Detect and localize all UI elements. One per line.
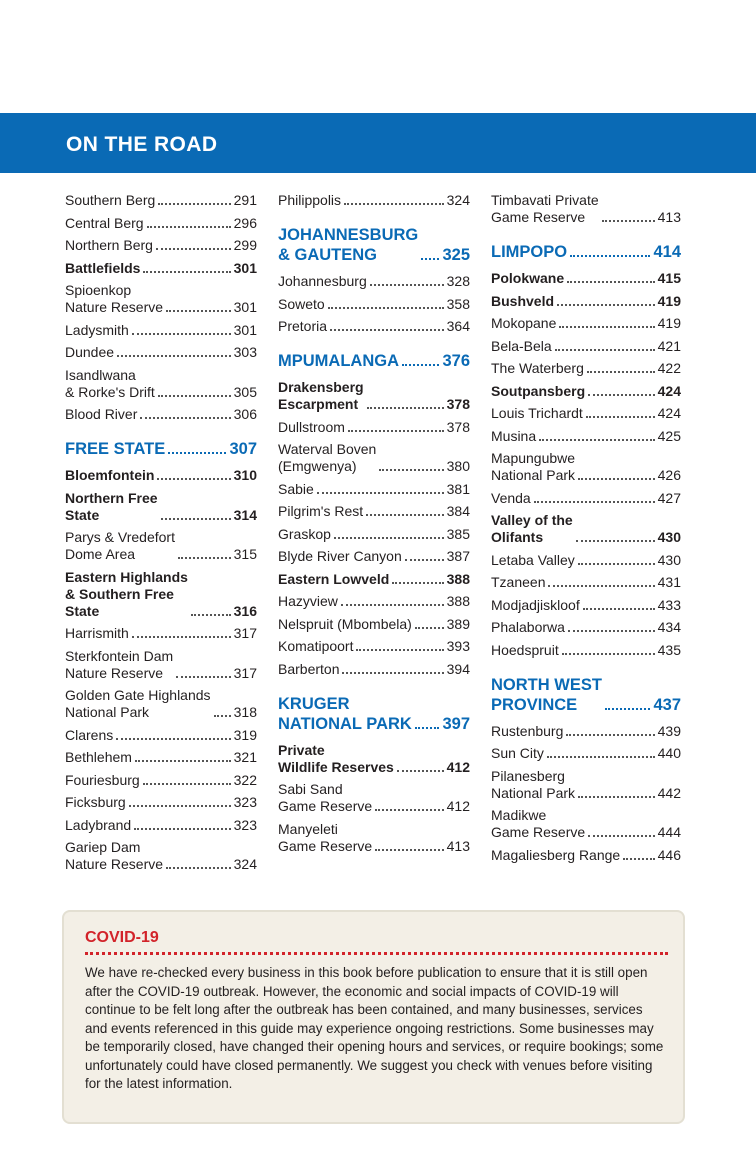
toc-entry (65, 625, 257, 642)
toc-entry (65, 529, 257, 563)
dot-leader (317, 492, 444, 494)
toc-entry (278, 526, 470, 543)
toc-entry (65, 406, 257, 423)
toc-column-1 (65, 192, 257, 879)
entry-name: Modjadjiskloof (491, 596, 580, 613)
region-name: KRUGER NATIONAL PARK (278, 694, 412, 733)
dot-leader (356, 649, 443, 651)
toc-entry (278, 419, 470, 436)
page-number: 421 (657, 337, 681, 354)
dot-leader (567, 281, 655, 283)
page-number: 314 (233, 506, 257, 523)
page-number: 425 (657, 427, 681, 444)
dot-leader (341, 604, 444, 606)
page-number: 299 (233, 237, 257, 253)
page-number: 303 (233, 344, 257, 360)
entry-name: Spioenkop Nature Reserve (65, 282, 164, 315)
dot-leader (375, 809, 443, 811)
entry-name: Bloemfontein (65, 467, 155, 483)
dot-leader (334, 537, 444, 539)
dot-leader (178, 557, 231, 559)
page-number: 317 (233, 625, 257, 641)
entry-name: Northern Free State (65, 489, 158, 523)
page-number: 430 (657, 551, 681, 568)
entry-name: Mapungubwe National Park (491, 450, 576, 483)
page-number: 446 (657, 846, 681, 863)
toc-entry (491, 619, 681, 636)
toc-entry (491, 270, 681, 287)
dot-leader (605, 708, 651, 710)
entry-name: Hoedspruit (491, 641, 559, 658)
dot-leader (548, 585, 654, 587)
page-number: 434 (657, 619, 681, 635)
page-number: 306 (233, 406, 257, 422)
dot-leader (344, 203, 444, 205)
toc-entry (65, 367, 257, 401)
dot-leader (134, 828, 230, 830)
page-number: 397 (442, 714, 470, 733)
toc-entry (65, 490, 257, 524)
entry-name: Northern Berg (65, 237, 153, 253)
toc-entry (491, 642, 681, 659)
entry-name: Valley of the Olifants (491, 512, 573, 545)
dot-leader (191, 614, 231, 616)
region-name: MPUMALANGA (278, 352, 399, 370)
entry-name: Dundee (65, 344, 115, 360)
page-number: 328 (446, 273, 470, 289)
region-name: FREE STATE (65, 440, 166, 458)
page-number: 442 (657, 784, 681, 801)
entry-name: Sabi Sand Game Reserve (278, 781, 373, 814)
toc-region-heading (491, 242, 681, 262)
toc-entry (491, 192, 681, 226)
entry-name: Pilanesberg National Park (491, 767, 576, 801)
dot-leader (214, 715, 231, 717)
dot-leader (578, 796, 655, 798)
dot-leader (166, 310, 231, 312)
toc-entry (65, 215, 257, 232)
entry-name: Graskop (278, 525, 331, 542)
page-number: 393 (446, 638, 470, 654)
page-number: 358 (446, 295, 470, 312)
entry-name: Mokopane (491, 315, 557, 331)
page-number: 324 (446, 192, 470, 208)
page-number: 319 (233, 726, 257, 743)
entry-name: Magaliesberg Range (491, 846, 621, 863)
toc-entry (491, 768, 681, 802)
page-number: 291 (233, 192, 257, 208)
dot-leader (570, 255, 650, 257)
region-name: NORTH WEST PROVINCE (491, 675, 602, 714)
entry-name: Battlefields (65, 259, 141, 276)
entry-name: Eastern Lowveld (278, 570, 390, 587)
toc-entry (491, 383, 681, 400)
dot-leader (176, 676, 230, 678)
page-number: 376 (442, 352, 470, 370)
dot-leader (583, 608, 655, 610)
toc-entry (278, 638, 470, 655)
entry-name: Hazyview (278, 593, 338, 609)
dot-leader (132, 636, 231, 638)
page-number: 307 (229, 440, 257, 458)
page-number: 413 (446, 837, 470, 854)
dot-leader (140, 417, 230, 419)
entry-name: Barberton (278, 660, 340, 677)
dot-leader (116, 738, 230, 740)
page-number: 424 (657, 405, 681, 421)
page-number: 437 (653, 695, 681, 714)
dot-leader (588, 835, 654, 837)
page-number: 424 (657, 382, 681, 399)
toc-entry (278, 318, 470, 335)
toc-entry (65, 260, 257, 277)
toc-entry (278, 192, 470, 209)
toc-entry (278, 441, 470, 475)
entry-name: Nelspruit (Mbombela) (278, 615, 412, 632)
entry-name: Eastern Highlands & Southern Free State (65, 568, 188, 619)
toc-entry (278, 821, 470, 855)
toc-entry (65, 794, 257, 811)
page-number: 412 (446, 758, 470, 775)
dot-leader (147, 226, 231, 228)
toc-entry (278, 296, 470, 313)
page-number: 439 (657, 722, 681, 739)
toc-entry (65, 687, 257, 721)
dot-leader (587, 371, 655, 373)
entry-name: Soweto (278, 295, 325, 312)
entry-name: Manyeleti Game Reserve (278, 820, 373, 854)
dot-leader (132, 333, 231, 335)
toc-entry (65, 817, 257, 834)
toc-entry (278, 379, 470, 413)
page-number: 364 (446, 318, 470, 334)
page-number: 387 (446, 548, 470, 564)
entry-name: Ladybrand (65, 816, 132, 833)
entry-name: Sabie (278, 480, 314, 497)
page-number: 381 (446, 480, 470, 497)
covid-notice-text: We have re-checked every business in this book before publication to ensure that it is still open after the COVID-19 outbreak. However, the economic and social impacts of COVID-19 will continue to be felt long after the outbreak has been contained, and many businesses, services and events referenced in this guide may experience ongoing restrictions. Some businesses may be temporarily closed, have changed their opening hours and services, or require bookings; some unfortunately could have closed permanently. We suggest you check with venues before visiting for the latest information. (85, 965, 664, 1091)
page-number: 419 (657, 292, 681, 309)
entry-name: Dullstroom (278, 418, 345, 435)
page-number: 394 (446, 660, 470, 677)
page-number: 426 (657, 467, 681, 483)
toc-region-heading (65, 439, 257, 459)
page-number: 414 (653, 243, 681, 261)
toc-entry (491, 807, 681, 841)
page-title: ON THE ROAD (66, 133, 218, 156)
dot-leader (367, 407, 444, 409)
page-number: 316 (233, 602, 257, 619)
toc-column-3 (491, 192, 681, 869)
entry-name: Isandlwana & Rorke's Drift (65, 366, 155, 400)
page-number: 315 (233, 546, 257, 562)
page-number: 324 (233, 856, 257, 872)
toc-entry (278, 781, 470, 815)
page-number: 317 (233, 664, 257, 681)
entry-name: Bela-Bela (491, 337, 552, 354)
dot-leader (566, 734, 654, 736)
entry-name: Blood River (65, 406, 138, 422)
entry-name: Timbavati Private Game Reserve (491, 192, 599, 225)
toc-entry (278, 273, 470, 290)
entry-name: Polokwane (491, 270, 565, 286)
entry-name: Johannesburg (278, 273, 367, 289)
dot-leader (555, 349, 655, 351)
page-number: 322 (233, 771, 257, 788)
dot-leader (559, 326, 654, 328)
toc-entry (491, 552, 681, 569)
dot-leader (156, 248, 231, 250)
dot-leader (534, 501, 655, 503)
toc-entry (491, 847, 681, 864)
entry-name: Soutpansberg (491, 382, 586, 399)
region-name: LIMPOPO (491, 243, 568, 261)
entry-name: Bushveld (491, 292, 555, 309)
page-number: 440 (657, 745, 681, 761)
entry-name: Blyde River Canyon (278, 548, 402, 564)
entry-name: Venda (491, 489, 531, 506)
dot-leader (168, 452, 226, 454)
entry-name: Musina (491, 427, 537, 444)
dot-leader (586, 416, 655, 418)
entry-name: Gariep Dam Nature Reserve (65, 839, 164, 872)
entry-name: Clarens (65, 726, 114, 743)
dot-leader (366, 514, 444, 516)
dot-leader (421, 258, 439, 260)
dotted-divider (85, 952, 668, 955)
toc-entry (491, 574, 681, 591)
toc-entry (278, 548, 470, 565)
dot-leader (392, 582, 443, 584)
toc-entry (491, 428, 681, 445)
page-number: 422 (657, 360, 681, 376)
page-number: 301 (233, 259, 257, 276)
toc-entry (65, 467, 257, 484)
entry-name: Pilgrim's Rest (278, 503, 364, 519)
toc-column-2 (278, 192, 470, 860)
toc-region-heading (278, 694, 470, 734)
dot-leader (328, 307, 444, 309)
dot-leader (397, 770, 444, 772)
entry-name: Komatipoort (278, 638, 354, 654)
toc-entry (65, 237, 257, 254)
entry-name: Ficksburg (65, 794, 126, 810)
covid-notice-box (62, 910, 685, 1124)
dot-leader (539, 439, 655, 441)
page-number: 385 (446, 525, 470, 542)
page-number: 305 (233, 383, 257, 400)
dot-leader (117, 355, 231, 357)
dot-leader (379, 469, 443, 471)
toc-entry (65, 322, 257, 339)
toc-entry (65, 839, 257, 873)
dot-leader (623, 858, 654, 860)
page-number: 431 (657, 574, 681, 590)
toc-entry (491, 315, 681, 332)
dot-leader (576, 540, 655, 542)
entry-name: The Waterberg (491, 360, 584, 376)
page-number: 323 (233, 794, 257, 810)
page-number: 444 (657, 824, 681, 840)
toc-entry (65, 772, 257, 789)
dot-leader (342, 672, 443, 674)
toc-entry (491, 293, 681, 310)
entry-name: Sun City (491, 745, 544, 761)
entry-name: Parys & Vredefort Dome Area (65, 529, 175, 562)
toc-region-heading (278, 351, 470, 371)
dot-leader (562, 653, 655, 655)
toc-entry (278, 481, 470, 498)
entry-name: Louis Trichardt (491, 405, 583, 421)
toc-entry (65, 344, 257, 361)
entry-name: Bethlehem (65, 749, 132, 765)
entry-name: Waterval Boven (Emgwenya) (278, 441, 377, 474)
page-number: 413 (657, 209, 681, 225)
page-number: 388 (446, 570, 470, 587)
entry-name: Fouriesburg (65, 771, 140, 788)
dot-leader (143, 783, 231, 785)
entry-name: Ladysmith (65, 321, 129, 338)
entry-name: Pretoria (278, 318, 328, 334)
toc-entry (491, 490, 681, 507)
toc-entry (491, 405, 681, 422)
entry-name: Phalaborwa (491, 619, 565, 635)
dot-leader (415, 727, 440, 729)
page-number: 427 (657, 489, 681, 506)
toc-entry (491, 450, 681, 484)
toc-entry (491, 360, 681, 377)
dot-leader (161, 518, 231, 520)
entry-name: Harrismith (65, 625, 129, 641)
toc-entry (491, 338, 681, 355)
entry-name: Private Wildlife Reserves (278, 741, 394, 775)
dot-leader (135, 760, 231, 762)
toc-entry (278, 742, 470, 776)
dot-leader (375, 849, 443, 851)
entry-name: Drakensberg Escarpment (278, 379, 364, 412)
entry-name: Sterkfontein Dam Nature Reserve (65, 647, 174, 681)
covid-title: COVID-19 (85, 929, 159, 946)
toc-entry (65, 648, 257, 682)
page-number: 296 (233, 214, 257, 231)
entry-name: Southern Berg (65, 192, 156, 208)
dot-leader (415, 627, 444, 629)
dot-leader (568, 630, 655, 632)
page-number: 380 (446, 458, 470, 474)
page-number: 384 (446, 503, 470, 519)
page-number: 318 (233, 704, 257, 720)
dot-leader (370, 284, 444, 286)
page-number: 310 (233, 467, 257, 483)
page-number: 325 (442, 246, 470, 264)
entry-name: Philippolis (278, 192, 342, 208)
toc-entry (65, 727, 257, 744)
entry-name: Golden Gate Highlands National Park (65, 687, 211, 720)
page-number: 378 (446, 418, 470, 435)
toc-entry (278, 661, 470, 678)
dot-leader (578, 478, 655, 480)
dot-leader (158, 203, 230, 205)
dot-leader (402, 364, 439, 366)
dot-leader (405, 559, 444, 561)
page-number: 323 (233, 816, 257, 833)
page-number: 412 (446, 798, 470, 814)
page-number: 321 (233, 749, 257, 765)
toc-entry (278, 593, 470, 610)
dot-leader (547, 756, 655, 758)
entry-name: Rustenburg (491, 722, 564, 739)
dot-leader (330, 329, 444, 331)
dot-leader (143, 271, 230, 273)
entry-name: Central Berg (65, 214, 144, 231)
page-number: 415 (657, 270, 681, 286)
toc-entry (278, 616, 470, 633)
page-number: 389 (446, 615, 470, 632)
dot-leader (348, 430, 444, 432)
dot-leader (557, 304, 655, 306)
dot-leader (588, 394, 655, 396)
entry-name: Letaba Valley (491, 551, 575, 568)
toc-entry (278, 503, 470, 520)
page-number: 435 (657, 641, 681, 658)
page-number: 301 (233, 299, 257, 315)
toc-entry (491, 512, 681, 546)
entry-name: Tzaneen (491, 574, 546, 590)
dot-leader (578, 563, 655, 565)
dot-leader (129, 805, 231, 807)
section-banner (0, 113, 756, 173)
toc-entry (278, 571, 470, 588)
page-number: 378 (446, 396, 470, 412)
entry-name: Madikwe Game Reserve (491, 807, 586, 840)
toc-entry (65, 749, 257, 766)
toc-region-heading (491, 675, 681, 715)
toc-entry (65, 192, 257, 209)
dot-leader (158, 395, 231, 397)
dot-leader (166, 867, 231, 869)
dot-leader (157, 478, 230, 480)
toc-entry (65, 569, 257, 620)
page-number: 433 (657, 596, 681, 613)
page-number: 301 (233, 321, 257, 338)
toc-entry (491, 723, 681, 740)
region-name: JOHANNESBURG & GAUTENG (278, 226, 419, 264)
toc-entry (65, 282, 257, 316)
page-number: 430 (657, 529, 681, 545)
dot-leader (602, 220, 655, 222)
page-number: 388 (446, 593, 470, 609)
page-number: 419 (657, 315, 681, 331)
toc-entry (491, 597, 681, 614)
toc-region-heading (278, 225, 470, 265)
toc-entry (491, 745, 681, 762)
